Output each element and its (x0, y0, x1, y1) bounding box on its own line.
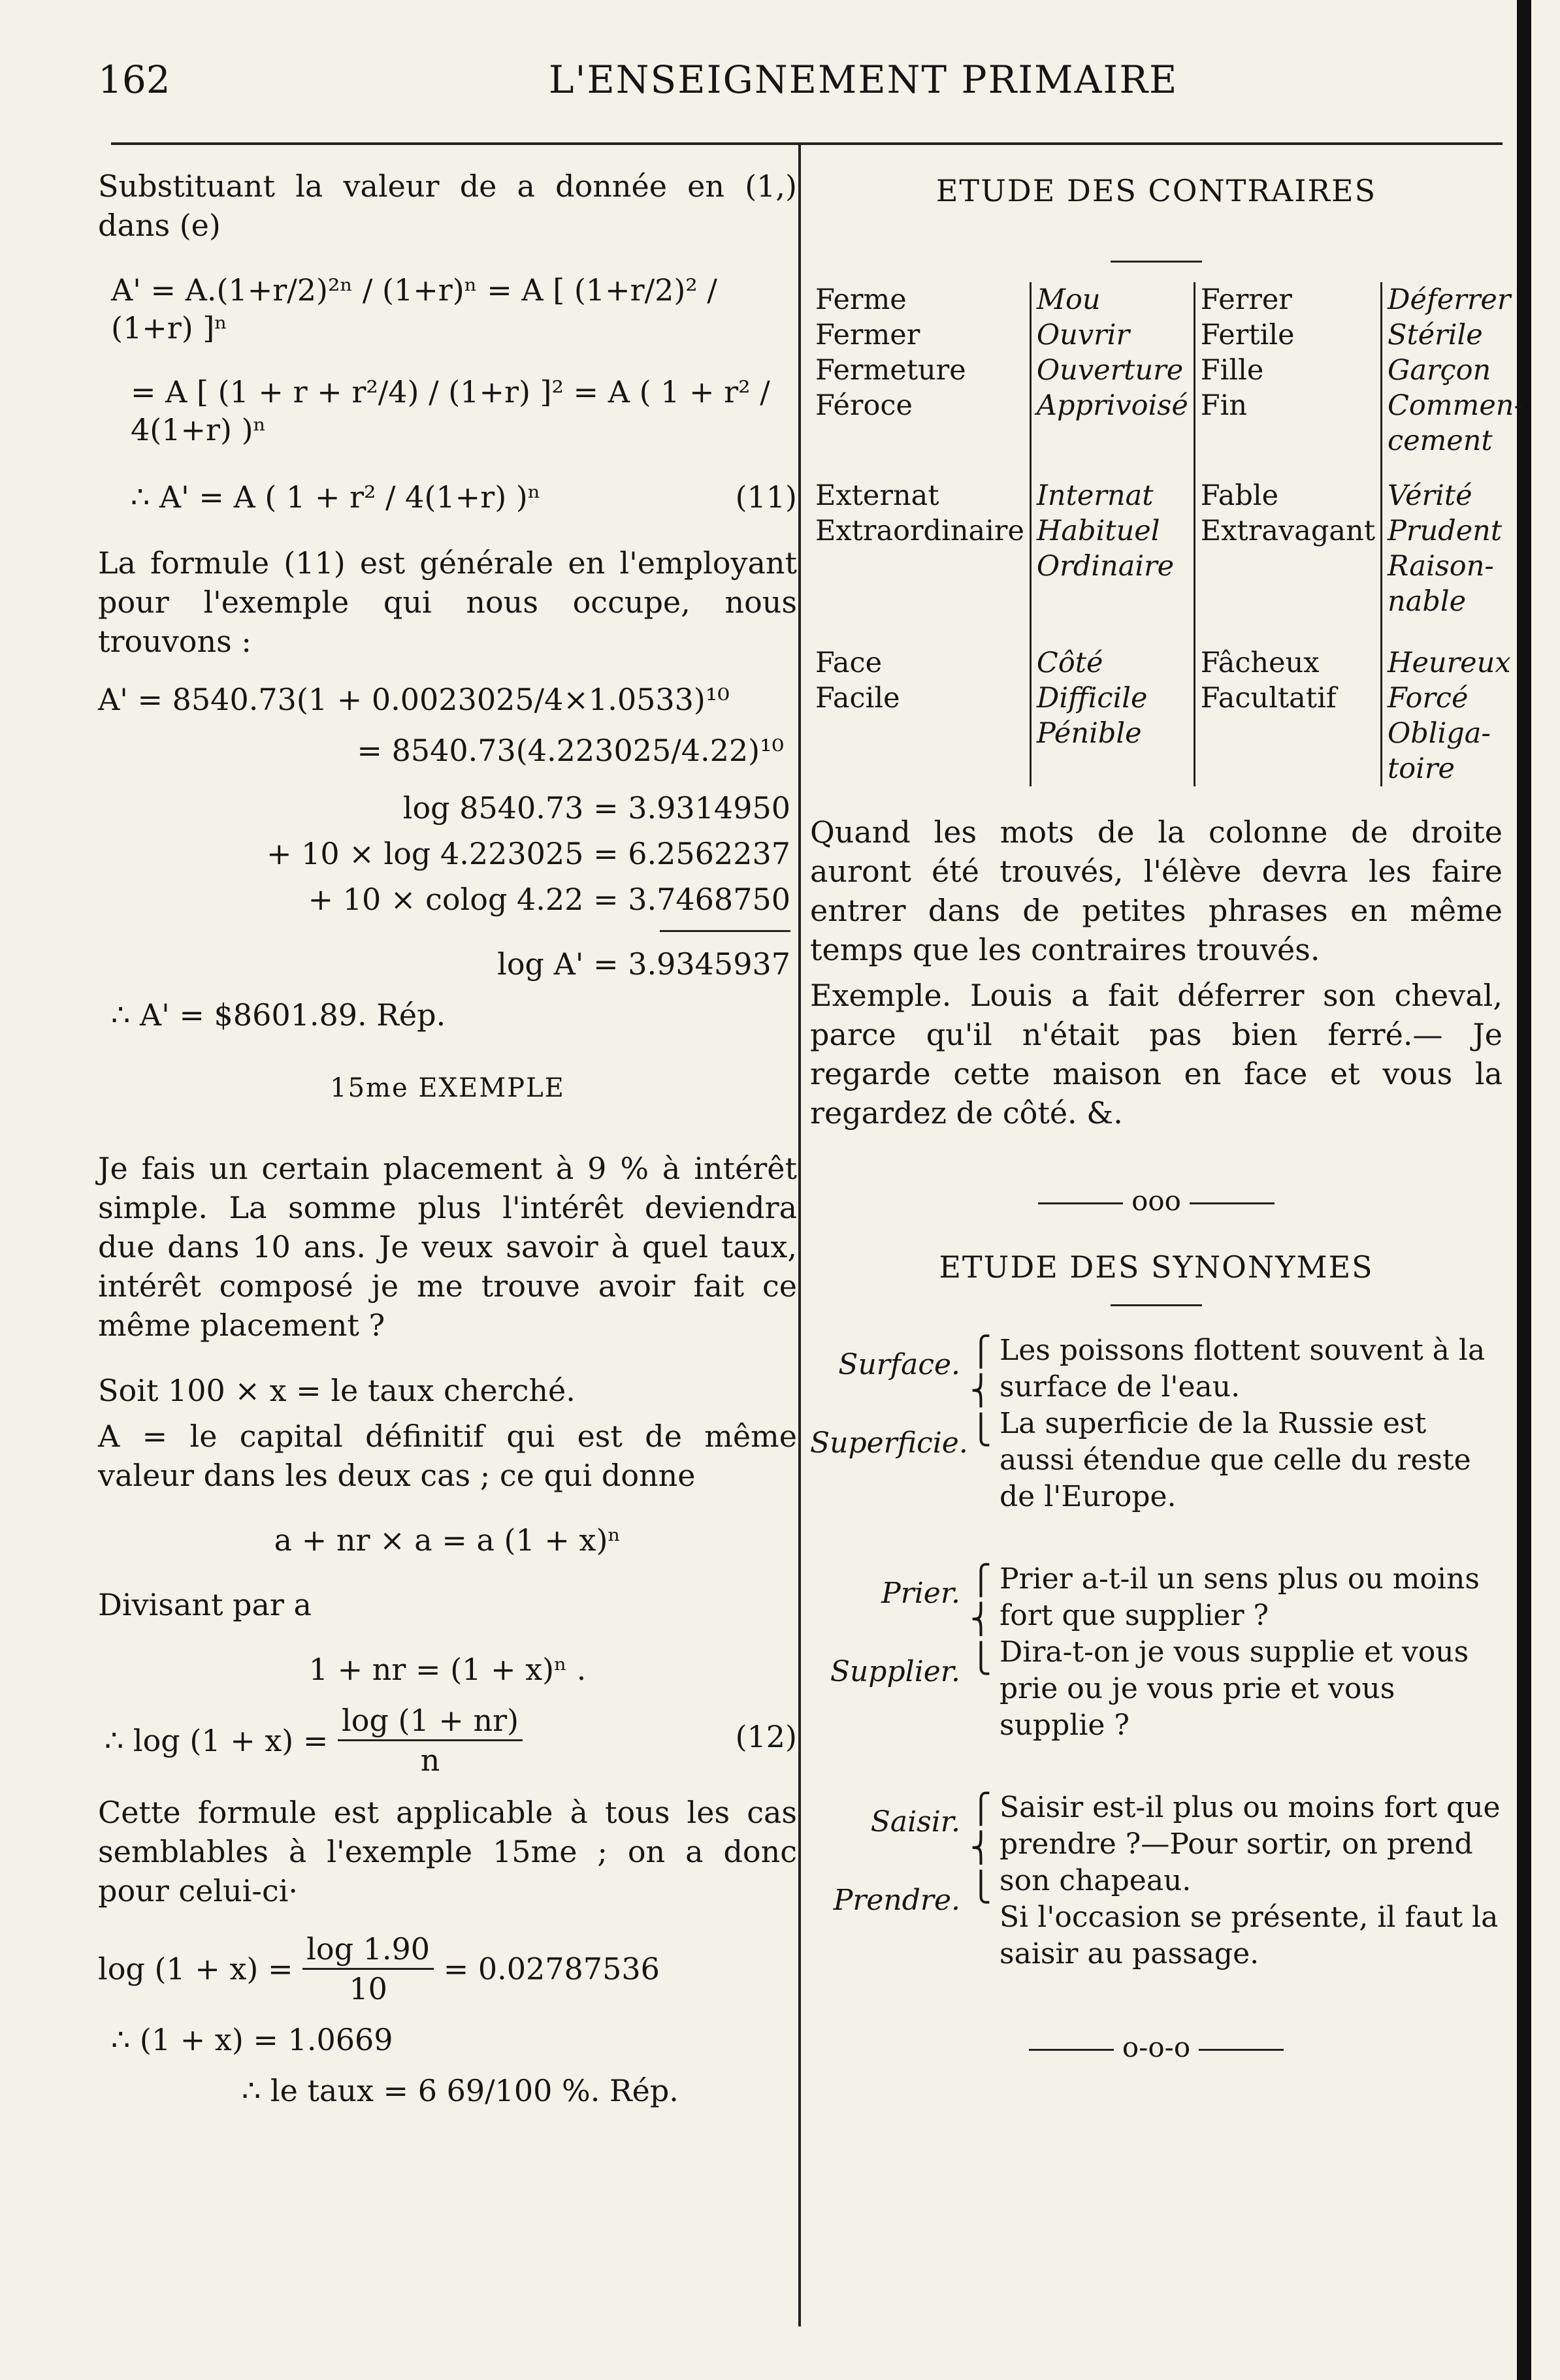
contraires-cell: Fin (1194, 388, 1381, 458)
equation-9-row (98, 1930, 797, 2008)
synonymes-title-rule (1111, 1304, 1202, 1306)
contraires-cell (1194, 716, 1381, 786)
left-column (98, 160, 797, 2110)
contraires-cell: Prudent (1381, 513, 1529, 549)
equation-3: ∴ A' = A ( 1 + r² / 4(1+r) )ⁿ (131, 479, 541, 515)
contraires-cell: Facultatif (1194, 681, 1381, 716)
separator-1 (810, 1185, 1503, 1217)
line-soit: Soit 100 × x = le taux cherché. (98, 1373, 576, 1408)
equation-5: = 8540.73(4.223025/4.22)¹⁰ (357, 733, 784, 768)
equation-9-left: log (1 + x) = (98, 1951, 293, 1987)
separator-2 (810, 2031, 1503, 2063)
brace-icon: ⎧ ⎨ ⎩ (970, 1792, 992, 1904)
contraires-cell: Déferrer (1381, 282, 1529, 317)
page-header (98, 57, 1503, 116)
contraires-cell: Ferrer (1194, 282, 1381, 317)
contraires-cell: Habituel (1030, 513, 1194, 549)
contraires-cell: Commen-cement (1381, 388, 1529, 458)
synonym-words (810, 1574, 960, 1692)
equation-11: ∴ le taux = 6 69/100 %. Rép. (242, 2073, 679, 2108)
right-column (810, 160, 1523, 2063)
contraires-cell: Fille (1194, 353, 1381, 388)
contraires-cell: Face (815, 647, 883, 679)
synonym-sentence: Saisir est-il plus ou moins fort que prendre ?—Pour sortir, on prend son chapeau. (999, 1791, 1501, 1897)
column-divider (798, 145, 801, 2326)
synonym-sentences (999, 1790, 1503, 1972)
line-divisant: Divisant par a (98, 1587, 312, 1622)
separator-2-left-rule (1029, 2049, 1114, 2051)
paragraph-formula-12: Cette formule est applicable à tous les cas semblables à l'exemple 15me ; on a donc pour celui-ci· (98, 1795, 797, 1908)
contraires-cell (810, 716, 1030, 786)
contraires-row (810, 513, 1529, 549)
equation-7: 1 + nr = (1 + x)ⁿ . (308, 1652, 587, 1687)
contraires-row (810, 681, 1529, 716)
log-line-1: log 8540.73 = 3.9314950 (402, 790, 790, 826)
synonym-group (810, 1561, 1503, 1744)
synonym-group (810, 1332, 1503, 1515)
equation-2: = A [ (1 + r + r²/4) / (1+r) ]² = A ( 1 + r² / 4(1+r) )ⁿ (131, 374, 770, 447)
contraires-cell: Facile (815, 682, 900, 715)
equation-9-right: = 0.02787536 (443, 1951, 660, 1987)
synonym-sentence: Dira-t-on je vous supplie et vous prie ou je vous prie et vous supplie ? (999, 1635, 1469, 1742)
contraires-row (810, 353, 1529, 388)
contraires-cell: Fertile (1194, 317, 1381, 353)
contraires-row (810, 458, 1529, 513)
contraires-cell (1194, 549, 1381, 619)
separator-1-mark: ooo (1131, 1185, 1181, 1217)
contraires-cell: Ordinaire (1030, 549, 1194, 619)
synonym-words (810, 1803, 960, 1920)
equation-8-left: ∴ log (1 + x) = (105, 1722, 329, 1758)
contraires-row (810, 549, 1529, 619)
page-number: 162 (98, 57, 171, 102)
log-line-4: log A' = 3.9345937 (497, 946, 790, 982)
contraires-cell: Fable (1194, 458, 1381, 513)
equation-6: a + nr × a = a (1 + x)ⁿ (274, 1522, 621, 1558)
equation-9-numerator: log 1.90 (302, 1930, 434, 1970)
equation-8-numerator: log (1 + nr) (338, 1701, 523, 1741)
contraires-cell: Fermer (815, 319, 920, 351)
contraires-cell: Stérile (1381, 317, 1529, 353)
synonym-sentence: Les poissons flottent souvent à la surface de l'eau. (999, 1334, 1486, 1404)
result-1: ∴ A' = $8601.89. Rép. (111, 997, 446, 1033)
contraires-instructions: Quand les mots de la colonne de droite auront été trouvés, l'élève devra les faire entrer dans de petites phrases en même temps que les contraires trouvés. (810, 814, 1503, 967)
equation-8-row (98, 1701, 797, 1778)
contraires-cell: Vérité (1381, 458, 1529, 513)
contraires-cell: Internat (1030, 458, 1194, 513)
contraires-row (810, 282, 1529, 317)
line-capital: A = le capital définitif qui est de même valeur dans les deux cas ; ce qui donne (98, 1419, 797, 1493)
intro-paragraph: Substituant la valeur de a donnée en (1,) dans (e) (98, 169, 797, 243)
paragraph-formula-11: La formule (11) est générale en l'employant pour l'exemple qui nous occupe, nous trouvons : (98, 545, 797, 659)
equation-number-11: (11) (735, 479, 797, 515)
equation-10: ∴ (1 + x) = 1.0669 (111, 2022, 393, 2057)
equation-1: A' = A.(1+r/2)²ⁿ / (1+r)ⁿ = A [ (1+r/2)² / (1+r) ]ⁿ (111, 272, 717, 346)
separator-2-mark: o-o-o (1122, 2031, 1191, 2063)
contraires-cell: Côté (1030, 619, 1194, 681)
separator-1-left-rule (1038, 1202, 1123, 1204)
equation-8-fraction (338, 1701, 523, 1779)
log-line-2: + 10 × log 4.223025 = 6.2562237 (267, 836, 790, 871)
synonym-word: Superficie. (810, 1426, 968, 1460)
synonym-sentences (999, 1561, 1503, 1744)
synonym-word: Prier. (881, 1577, 960, 1610)
contraires-title: ETUDE DES CONTRAIRES (935, 173, 1377, 208)
contraires-cell: Pénible (1030, 716, 1194, 786)
contraires-cell: Apprivoisé (1030, 388, 1194, 458)
contraires-cell: Fermeture (815, 354, 966, 387)
contraires-cell: Mou (1030, 282, 1194, 317)
log-line-3: + 10 × colog 4.22 = 3.7468750 (308, 882, 790, 917)
example-title: 15me EXEMPLE (330, 1073, 565, 1103)
synonym-sentence: La superficie de la Russie est aussi étendue que celle du reste de l'Europe. (999, 1407, 1471, 1513)
equation-number-12: (12) (735, 1719, 797, 1754)
synonym-word: Saisir. (870, 1805, 960, 1839)
contraires-table (810, 282, 1529, 786)
header-rule (111, 142, 1503, 145)
separator-2-right-rule (1199, 2049, 1284, 2051)
contraires-cell: Extravagant (1194, 513, 1381, 549)
equation-4: A' = 8540.73(1 + 0.0023025/4×1.0533)¹⁰ (98, 682, 730, 717)
contraires-cell: Raison-nable (1381, 549, 1529, 619)
sum-rule (660, 930, 790, 932)
contraires-row (810, 317, 1529, 353)
contraires-cell: Obliga-toire (1381, 716, 1529, 786)
synonym-word: Surface. (838, 1348, 960, 1381)
synonymes-title: ETUDE DES SYNONYMES (939, 1249, 1374, 1285)
running-head: L'ENSEIGNEMENT PRIMAIRE (549, 57, 1178, 102)
contraires-row (810, 716, 1529, 786)
synonym-sentences (999, 1332, 1503, 1515)
contraires-cell: Ouvrir (1030, 317, 1194, 353)
separator-1-right-rule (1190, 1202, 1275, 1204)
contraires-cell: Ferme (815, 283, 907, 316)
contraires-cell: Ouverture (1030, 353, 1194, 388)
contraires-cell: Extraordinaire (815, 515, 1024, 547)
contraires-cell: Heureux (1381, 619, 1529, 681)
contraires-example: Exemple. Louis a fait déferrer son cheval, parce qu'il n'était pas bien ferré.— Je regarde cette maison en face et vous la regardez de côté. &. (810, 978, 1503, 1131)
equation-9-fraction (302, 1930, 434, 2008)
synonym-word: Supplier. (830, 1655, 960, 1688)
synonym-sentence: Prier a-t-il un sens plus ou moins fort que supplier ? (999, 1562, 1480, 1632)
equation-8-denominator: n (420, 1743, 440, 1778)
contraires-cell: Externat (815, 479, 939, 512)
brace-icon: ⎧ ⎨ ⎩ (970, 1564, 992, 1675)
contraires-cell: Difficile (1030, 681, 1194, 716)
contraires-cell (810, 549, 1030, 619)
contraires-cell: Garçon (1381, 353, 1529, 388)
contraires-title-rule (1111, 261, 1202, 263)
contraires-cell: Forcé (1381, 681, 1529, 716)
synonym-group (810, 1790, 1503, 1972)
contraires-row (810, 619, 1529, 681)
contraires-cell: Féroce (815, 389, 913, 422)
brace-icon: ⎧ ⎨ ⎩ (970, 1335, 992, 1447)
synonym-word: Prendre. (833, 1884, 960, 1917)
equation-9-denominator: 10 (349, 1971, 387, 2006)
synonym-sentence: Si l'occasion se présente, il faut la saisir au passage. (999, 1901, 1499, 1970)
synonymes-list (810, 1332, 1503, 1972)
synonym-words (810, 1345, 968, 1463)
contraires-row (810, 388, 1529, 458)
equation-3-row (98, 478, 797, 537)
contraires-cell: Fâcheux (1194, 619, 1381, 681)
paragraph-example-15: Je fais un certain placement à 9 % à intérêt simple. La somme plus l'intérêt deviendra due dans 10 ans. Je veux savoir à quel taux, intérêt composé je me trouve avoir fait ce même placement ? (98, 1151, 797, 1343)
